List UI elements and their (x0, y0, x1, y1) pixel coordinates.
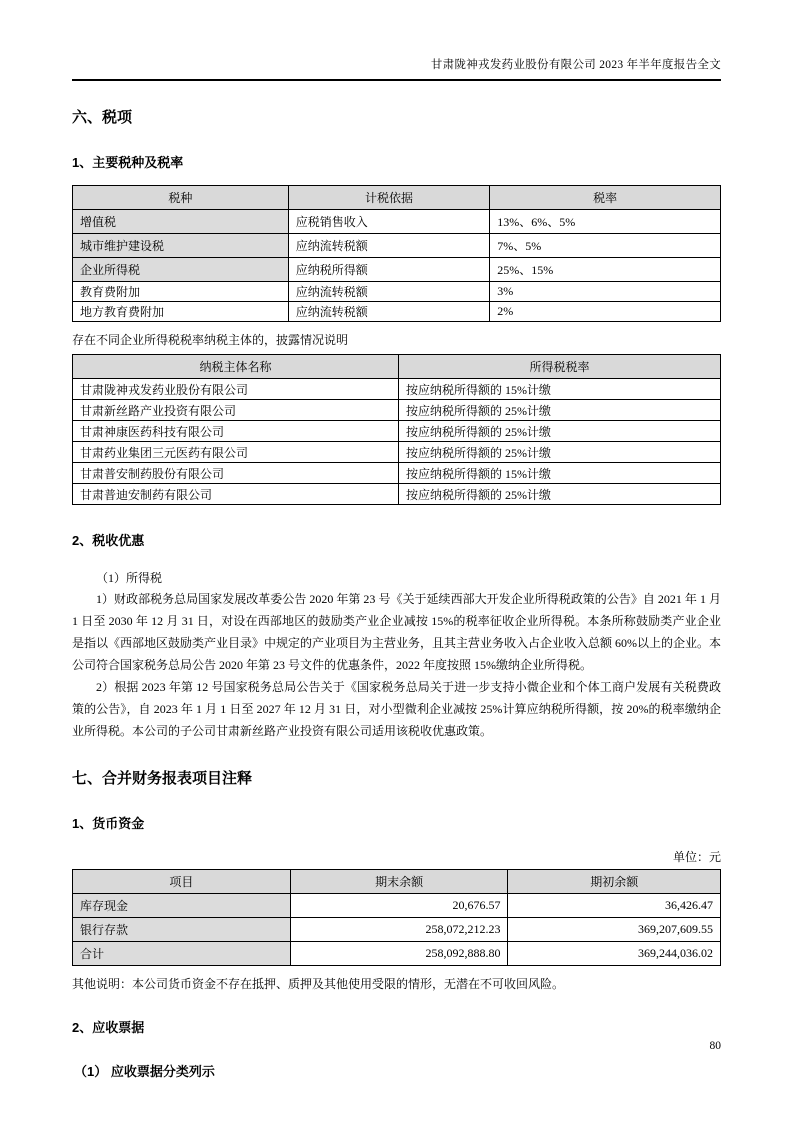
column-header: 期初余额 (508, 870, 721, 894)
table-cell: 甘肃普安制药股份有限公司 (73, 463, 399, 484)
sub-title-notes-receivable: 2、应收票据 (72, 1020, 145, 1035)
table-cell: 按应纳税所得额的 15%计缴 (398, 463, 720, 484)
column-header: 税率 (490, 186, 721, 210)
table-cell: 应税销售收入 (288, 210, 490, 234)
table-cell: 教育费附加 (73, 282, 289, 302)
table-header-row (73, 355, 721, 379)
table-row (73, 484, 721, 505)
column-header: 纳税主体名称 (73, 355, 399, 379)
table-cell: 13%、6%、5% (490, 210, 721, 234)
income-tax-item-title: （1）所得税 (96, 571, 163, 585)
table-row (73, 210, 721, 234)
table-cell: 甘肃神康医药科技有限公司 (73, 421, 399, 442)
table-row (73, 442, 721, 463)
table-cell: 银行存款 (73, 918, 291, 942)
table-cell: 369,244,036.02 (508, 942, 721, 966)
section-6-title: 六、税项 (72, 109, 133, 126)
table-cell: 合计 (73, 942, 291, 966)
table-cell: 按应纳税所得额的 15%计缴 (398, 379, 720, 400)
table-row (73, 421, 721, 442)
table-cell: 7%、5% (490, 234, 721, 258)
table-cell: 按应纳税所得额的 25%计缴 (398, 400, 720, 421)
table-cell: 3% (490, 282, 721, 302)
table-row (73, 379, 721, 400)
table-cell: 36,426.47 (508, 894, 721, 918)
tax-rate-table (72, 185, 721, 322)
table-cell: 甘肃普迪安制药有限公司 (73, 484, 399, 505)
table-header-row (73, 186, 721, 210)
tax-preference-paragraph-2: 2）根据 2023 年第 12 号国家税务总局公告关于《国家税务总局关于进一步支持小微企业和个体工商户发展有关税费政策的公告》，自 2023 年 1 月 1 日至 2027 年 12 月 31 日，对小型微利企业减按 25%计算应纳税所得额，按 20%的税率缴纳企业所得税。本公司的子公司甘肃新丝路产业投资有限公司适用该税收优惠政策。 (72, 680, 721, 738)
table-cell: 甘肃陇神戎发药业股份有限公司 (73, 379, 399, 400)
table-cell: 应纳税所得额 (288, 258, 490, 282)
table-cell: 应纳流转税额 (288, 234, 490, 258)
page-content (72, 0, 721, 1080)
notes-receivable-classification-title: （1） 应收票据分类列示 (74, 1064, 215, 1079)
table-cell: 甘肃新丝路产业投资有限公司 (73, 400, 399, 421)
section-7-title: 七、合并财务报表项目注释 (72, 770, 253, 787)
table-cell: 258,092,888.80 (290, 942, 508, 966)
other-notes: 其他说明：本公司货币资金不存在抵押、质押及其他使用受限的情形，无潜在不可收回风险。 (72, 977, 565, 991)
tax-preference-paragraph-1: 1）财政部税务总局国家发展改革委公告 2020 年第 23 号《关于延续西部大开发企业所得税政策的公告》自 2021 年 1 月 1 日至 2030 年 12 月 31 日，对设在西部地区的鼓励类产业企业减按 15%的税率征收企业所得税。本条所称鼓励类产业企业是指以《西部地区鼓励类产业目录》中规定的产业项目为主营业务，且其主营业务收入占企业收入总额 60%以上的企业。本公司符合国家税务总局公告 2020 年第 23 号文件的优惠条件，2022 年度按照 15%缴纳企业所得税。 (72, 592, 722, 672)
table-row (73, 282, 721, 302)
sub-title-monetary-funds: 1、货币资金 (72, 816, 145, 831)
table-row (73, 234, 721, 258)
table-header-row (73, 870, 721, 894)
table-row (73, 942, 721, 966)
table-cell: 按应纳税所得额的 25%计缴 (398, 421, 720, 442)
table-cell: 2% (490, 302, 721, 322)
monetary-funds-table (72, 869, 721, 966)
table-cell: 甘肃药业集团三元医药有限公司 (73, 442, 399, 463)
table-cell: 增值税 (73, 210, 289, 234)
table-cell: 按应纳税所得额的 25%计缴 (398, 484, 720, 505)
column-header: 计税依据 (288, 186, 490, 210)
table-row (73, 302, 721, 322)
unit-label: 单位：元 (672, 850, 721, 864)
table-row (73, 918, 721, 942)
table-cell: 20,676.57 (290, 894, 508, 918)
table-row (73, 258, 721, 282)
table-cell: 369,207,609.55 (508, 918, 721, 942)
table-cell: 258,072,212.23 (290, 918, 508, 942)
page-number: 80 (709, 1040, 721, 1052)
table-cell: 城市维护建设税 (73, 234, 289, 258)
table-cell: 企业所得税 (73, 258, 289, 282)
column-header: 所得税税率 (398, 355, 720, 379)
column-header: 税种 (73, 186, 289, 210)
column-header: 项目 (73, 870, 291, 894)
sub-title-main-taxes: 1、主要税种及税率 (72, 155, 184, 170)
table-row (73, 894, 721, 918)
table-cell: 地方教育费附加 (73, 302, 289, 322)
tax-entity-table (72, 354, 721, 505)
disclosure-note: 存在不同企业所得税税率纳税主体的，披露情况说明 (72, 333, 349, 347)
table-cell: 库存现金 (73, 894, 291, 918)
table-cell: 应纳流转税额 (288, 282, 490, 302)
table-row (73, 400, 721, 421)
table-cell: 应纳流转税额 (288, 302, 490, 322)
table-row (73, 463, 721, 484)
column-header: 期末余额 (290, 870, 508, 894)
table-cell: 按应纳税所得额的 25%计缴 (398, 442, 720, 463)
table-cell: 25%、15% (490, 258, 721, 282)
report-header-title: 甘肃陇神戎发药业股份有限公司 2023 年半年度报告全文 (72, 56, 721, 81)
sub-title-tax-preference: 2、税收优惠 (72, 533, 145, 548)
